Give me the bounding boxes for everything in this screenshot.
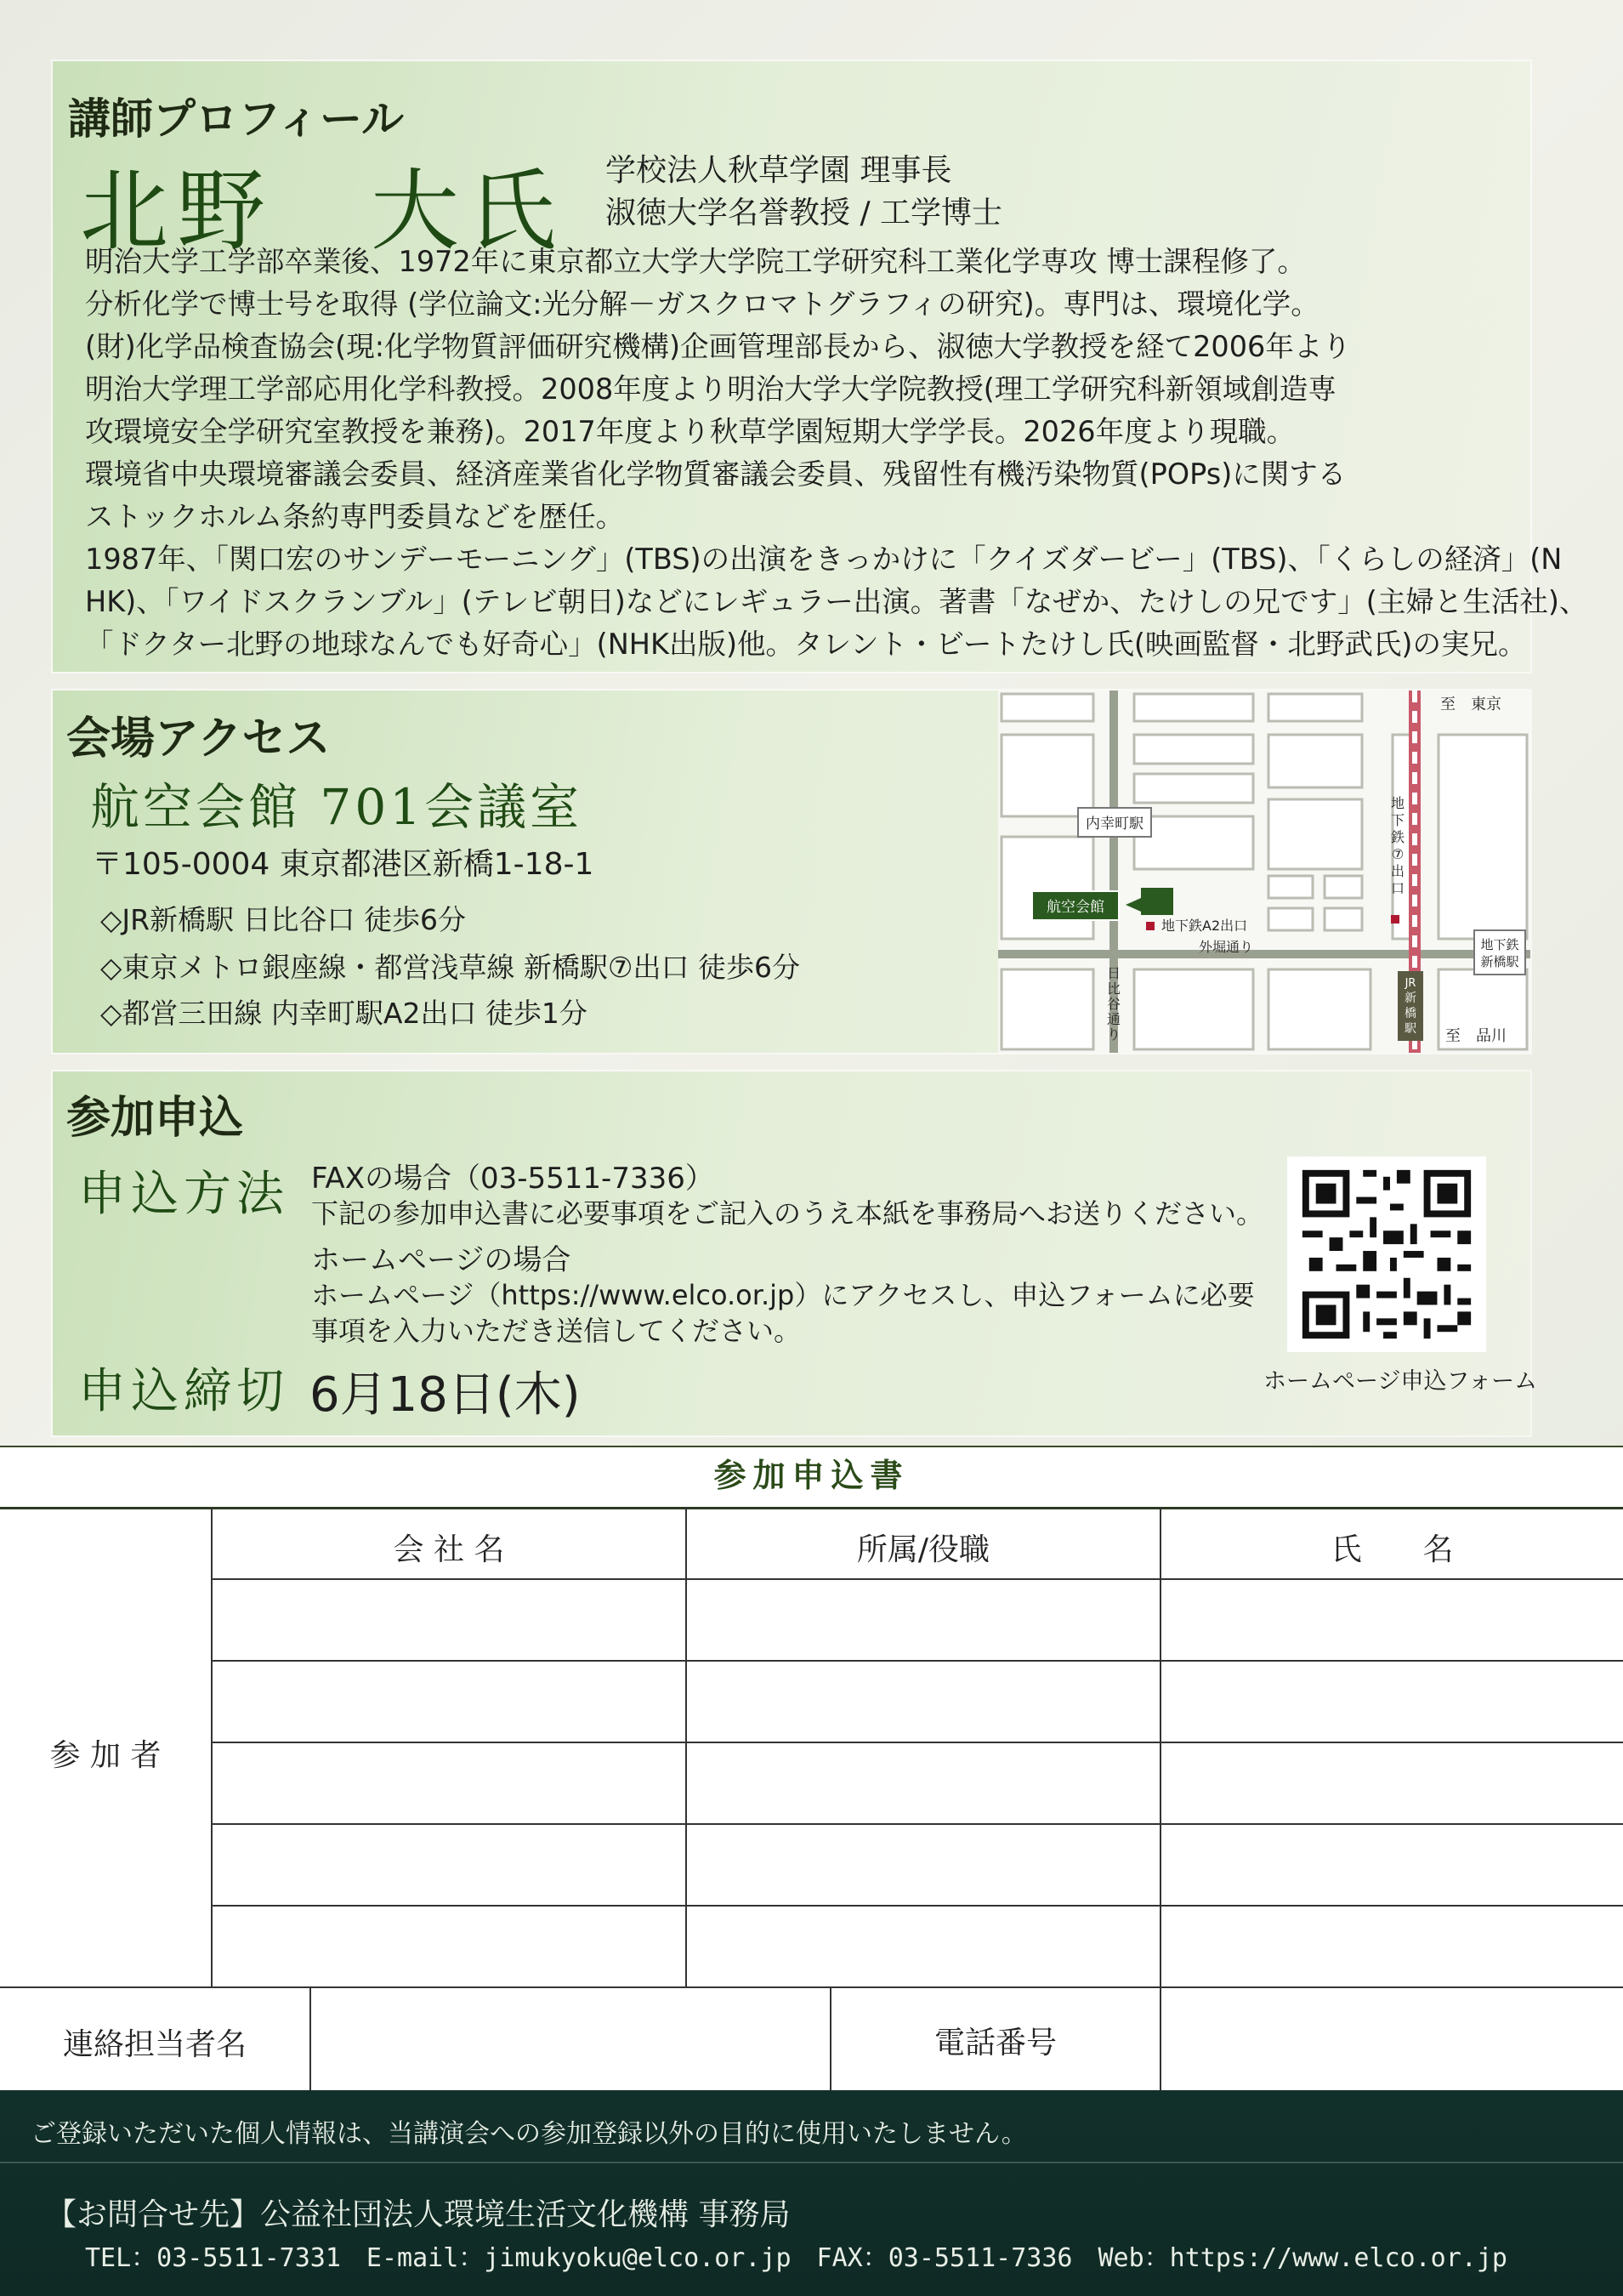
route-jr: ◇JR新橋駅 日比谷口 徒歩6分 — [100, 903, 467, 936]
contact-title: 【お問合せ先】公益社団法人環境生活文化機構 事務局 — [46, 2197, 791, 2232]
map-hibiya-char: 日 — [1106, 965, 1121, 981]
profile-heading: 講師プロフィール — [68, 94, 404, 144]
map-label-to-shinagawa: 至 品川 — [1445, 1027, 1507, 1045]
deadline-value: 6月18日(木) — [309, 1367, 581, 1423]
bio-line: 明治大学工学部卒業後、1972年に東京都立大学大学院工学研究科工業化学専攻 博士課程修了。 — [85, 245, 1306, 278]
form-title: 参加申込書 — [713, 1457, 910, 1494]
map-exit-char: 地 — [1390, 795, 1405, 811]
footer — [0, 2090, 1623, 2296]
map-subway-shinbashi: 地下鉄 — [1480, 937, 1519, 952]
qr-caption: ホームページ申込フォーム — [1263, 1368, 1538, 1395]
col-name: 氏 名 — [1331, 1532, 1454, 1567]
lecturer-name: 北野 大氏 — [80, 159, 565, 263]
map-hibiya-char: 通 — [1106, 1011, 1121, 1027]
profile-panel — [53, 61, 1588, 672]
bio-line: (財)化学品検査協会(現:化学物質評価研究機構)企画管理部長から、淑徳大学教授を経て2006年より — [85, 330, 1351, 363]
bio-line: 攻環境安全学研究室教授を兼務)。2017年度より秋草学園短期大学学長。2026年度より現職。 — [85, 415, 1296, 448]
bio-line: 環境省中央環境審議会委員、経済産業省化学物質審議会委員、残留性有機汚染物質(POPs)に関する — [85, 457, 1347, 491]
application-form — [0, 1446, 1623, 2092]
map-hibiya-char: 谷 — [1106, 996, 1121, 1012]
map-subway-shinbashi: 新橋駅 — [1480, 954, 1519, 969]
dept-field[interactable] — [689, 1827, 1158, 1903]
dept-field[interactable] — [689, 1745, 1158, 1821]
bio-line: 1987年、「関口宏のサンデーモーニング」(TBS)の出演をきっかけに「クイズダービー」(TBS)、「くらしの経済」(N — [85, 543, 1563, 576]
map-label-sotobori: 外堀通り — [1199, 939, 1254, 955]
dept-field[interactable] — [689, 1582, 1158, 1658]
affiliation-1: 学校法人秋草学園 理事長 — [605, 153, 952, 188]
route-mita: ◇都営三田線 内幸町駅A2出口 徒歩1分 — [100, 997, 587, 1030]
name-field[interactable] — [1163, 1745, 1621, 1821]
web-desc-1: ホームページ（https://www.elco.or.jp）にアクセスし、申込フォームに必要 — [311, 1279, 1255, 1311]
map-label-uchisaiwaicho: 内幸町駅 — [1086, 816, 1143, 833]
company-field[interactable] — [214, 1663, 684, 1740]
company-field[interactable] — [214, 1745, 684, 1821]
bio-line: 明治大学理工学部応用化学科教授。2008年度より明治大学大学院教授(理工学研究科新領域創造専 — [85, 372, 1336, 406]
participants-label: 参 加 者 — [49, 1738, 162, 1773]
contact-info: TEL：03-5511-7331 E-mail：jimukyoku@elco.or.jp FAX：03-5511-7336 Web：https://www.elco.or.jp — [85, 2243, 1507, 2273]
map-label-a2: 地下鉄A2出口 — [1161, 918, 1248, 934]
map-svg — [998, 691, 1530, 1053]
contact-field[interactable] — [313, 1990, 828, 2090]
access-heading: 会場アクセス — [66, 713, 331, 764]
bio-line: HK)、「ワイドスクランブル」(テレビ朝日)などにレギュラー出演。著書「なぜか、たけしの兄です」(主婦と生活社)、 — [85, 585, 1588, 618]
bio-line: 「ドクター北野の地球なんでも好奇心」(NHK出版)他。タレント・ビートたけし氏(映画監督・北野武氏)の実兄。 — [85, 628, 1527, 661]
bio-line: ストックホルム条約専門委員などを歴任。 — [85, 500, 625, 533]
map-exit-char: 鉄 — [1390, 829, 1405, 845]
phone-field[interactable] — [1163, 1990, 1621, 2090]
web-desc-2: 事項を入力いただき送信してください。 — [311, 1315, 802, 1347]
name-field[interactable] — [1163, 1827, 1621, 1903]
apply-panel — [53, 1071, 1538, 1435]
bio-line: 分析化学で博士号を取得 (学位論文:光分解－ガスクロマトグラフィの研究)。専門は、環境化学。 — [85, 287, 1319, 321]
map-exit-char: 口 — [1390, 880, 1405, 896]
name-field[interactable] — [1163, 1908, 1621, 1985]
dept-field[interactable] — [689, 1908, 1158, 1985]
venue-name: 航空会館 701会議室 — [90, 778, 583, 836]
map-label-kokukaikan: 航空会館 — [1047, 899, 1104, 916]
col-company: 会 社 名 — [393, 1532, 505, 1567]
map-jr-shinbashi: 新 — [1405, 992, 1416, 1005]
route-metro: ◇東京メトロ銀座線・都営浅草線 新橋駅⑦出口 徒歩6分 — [100, 951, 800, 984]
company-field[interactable] — [214, 1582, 684, 1658]
map-exit-char: 出 — [1390, 863, 1405, 879]
deadline-label: 申込締切 — [78, 1364, 289, 1419]
web-title: ホームページの場合 — [311, 1243, 571, 1277]
map-hibiya-char: 比 — [1106, 980, 1121, 997]
fax-title: FAXの場合（03-5511-7336） — [311, 1162, 714, 1196]
col-dept: 所属/役職 — [856, 1532, 990, 1567]
qr-code-icon — [1287, 1157, 1486, 1352]
access-panel — [53, 691, 1530, 1053]
contact-label: 連絡担当者名 — [62, 2027, 247, 2062]
venue-address: 〒105-0004 東京都港区新橋1-18-1 — [92, 847, 594, 882]
phone-label: 電話番号 — [934, 2026, 1057, 2060]
map-label-to-tokyo: 至 東京 — [1440, 696, 1501, 713]
map-jr-shinbashi: 駅 — [1405, 1022, 1416, 1036]
company-field[interactable] — [214, 1827, 684, 1903]
map-jr-shinbashi: JR — [1405, 977, 1416, 990]
affiliation-2: 淑徳大学名誉教授 / 工学博士 — [605, 196, 1003, 230]
fax-desc: 下記の参加申込書に必要事項をご記入のうえ本紙を事務局へお送りください。 — [311, 1197, 1264, 1230]
method-label: 申込方法 — [78, 1167, 289, 1222]
map-exit-char: ⑦ — [1391, 846, 1405, 862]
qr-code[interactable] — [1287, 1157, 1486, 1352]
access-map — [998, 691, 1530, 1053]
map-exit-char: 下 — [1390, 812, 1405, 828]
apply-heading: 参加申込 — [66, 1093, 244, 1144]
map-jr-shinbashi: 橋 — [1405, 1007, 1416, 1020]
name-field[interactable] — [1163, 1582, 1621, 1658]
name-field[interactable] — [1163, 1663, 1621, 1740]
company-field[interactable] — [214, 1908, 684, 1985]
map-hibiya-char: り — [1106, 1026, 1121, 1043]
dept-field[interactable] — [689, 1663, 1158, 1740]
privacy-note: ご登録いただいた個人情報は、当講演会への参加登録以外の目的に使用いたしません。 — [31, 2119, 1027, 2149]
